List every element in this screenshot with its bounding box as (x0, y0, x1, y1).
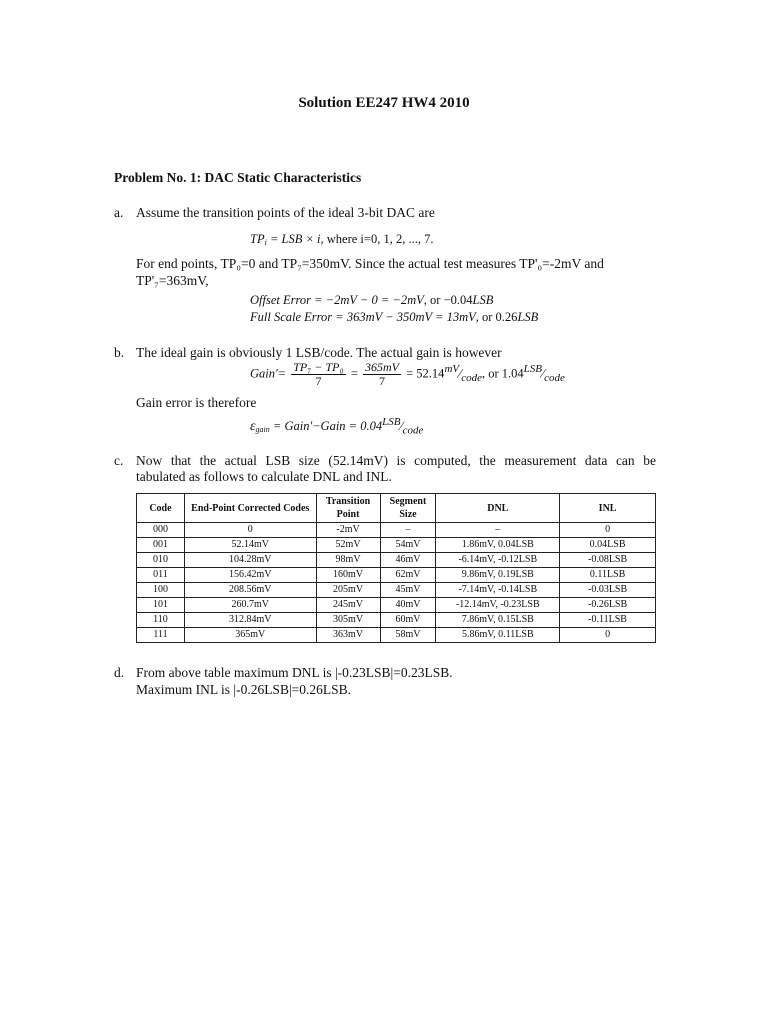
cell: -0.08LSB (560, 553, 656, 568)
cell: 205mV (316, 583, 380, 598)
cell: 5.86mV, 0.11LSB (436, 628, 560, 643)
gain-unit-bottom: code (461, 371, 482, 384)
header-inl: INL (560, 494, 656, 523)
offset-error-unit: LSB (472, 293, 494, 307)
cell: 312.84mV (184, 613, 316, 628)
cell: 101 (137, 598, 185, 613)
tp-rhs: = LSB × i (266, 232, 321, 246)
cell: -0.11LSB (560, 613, 656, 628)
header-endpoint-codes: End-Point Corrected Codes (184, 494, 316, 523)
part-a-marker: a. (114, 205, 124, 220)
cell: – (380, 523, 436, 538)
cell: -2mV (316, 523, 380, 538)
cell: – (436, 523, 560, 538)
gain-fraction-1 (291, 361, 345, 388)
cell: 000 (137, 523, 185, 538)
cell: 363mV (316, 628, 380, 643)
cell: 100 (137, 583, 185, 598)
cell: 0 (560, 523, 656, 538)
cell: 0 (184, 523, 316, 538)
cell: -6.14mV, -0.12LSB (436, 553, 560, 568)
part-a-line1: Assume the transition points of the ideal 3-bit DAC are (136, 205, 435, 220)
gain-lhs: Gain'= (250, 366, 287, 381)
cell: 160mV (316, 568, 380, 583)
cell: 1.86mV, 0.04LSB (436, 538, 560, 553)
cell: 0.04LSB (560, 538, 656, 553)
cell: 98mV (316, 553, 380, 568)
tp-where: , where i=0, 1, 2, ..., 7. (320, 232, 434, 246)
cell: -7.14mV, -0.14LSB (436, 583, 560, 598)
table-header-row (137, 494, 656, 523)
tp-subscript: i (264, 238, 267, 247)
cell: 9.86mV, 0.19LSB (436, 568, 560, 583)
cell: 0.11LSB (560, 568, 656, 583)
fullscale-error-equation (250, 309, 538, 325)
part-a-para-line2: TP'₇=363mV, (136, 273, 209, 288)
gain-fraction-2 (363, 361, 401, 388)
part-c-marker: c. (114, 453, 124, 468)
gain-value: = 52.14 (406, 366, 445, 381)
cell: 365mV (184, 628, 316, 643)
fullscale-error-unit: LSB (517, 310, 539, 324)
fullscale-error-alt: , or 0.26 (475, 310, 518, 324)
cell: 260.7mV (184, 598, 316, 613)
part-c-line1: Now that the actual LSB size (52.14mV) is computed, the measurement data can be (136, 453, 656, 468)
part-a-para-line1: For end points, TP₀=0 and TP₇=350mV. Since the actual test measures TP'₀=-2mV and (136, 256, 604, 271)
table-row (137, 538, 656, 553)
gain-error-unit-top: LSB (382, 416, 401, 428)
cell: -0.03LSB (560, 583, 656, 598)
fullscale-error-expr: Full Scale Error = 363mV − 350mV = 13mV (250, 310, 476, 324)
table-row (137, 568, 656, 583)
table-row (137, 598, 656, 613)
cell: -0.26LSB (560, 598, 656, 613)
cell: 110 (137, 613, 185, 628)
part-b-line2: Gain error is therefore (136, 395, 257, 410)
cell: 245mV (316, 598, 380, 613)
epsilon-subscript: gain (255, 425, 270, 435)
document-title: Solution EE247 HW4 2010 (298, 95, 470, 111)
cell: 010 (137, 553, 185, 568)
part-c-line2: tabulated as follows to calculate DNL and INL. (136, 469, 392, 484)
gain-unit2-top: LSB (523, 363, 542, 376)
cell: 208.56mV (184, 583, 316, 598)
cell: 7.86mV, 0.15LSB (436, 613, 560, 628)
cell: 0 (560, 628, 656, 643)
offset-error-expr: Offset Error = −2mV − 0 = −2mV (250, 293, 424, 307)
cell: 52mV (316, 538, 380, 553)
cell: 46mV (380, 553, 436, 568)
cell: 54mV (380, 538, 436, 553)
cell: 001 (137, 538, 185, 553)
problem-heading: Problem No. 1: DAC Static Characteristics (114, 170, 362, 185)
gain-frac1-den: 7 (315, 374, 322, 388)
cell: 58mV (380, 628, 436, 643)
header-dnl: DNL (436, 494, 560, 523)
gain-error-equation: $\varepsilon_{gain}$ = Gain'−Gain = $0.04^{LSB}⁄_{code}$ (250, 416, 424, 437)
gain-error-expr: = Gain'−Gain = 0.04 (269, 419, 383, 434)
part-d-marker: d. (114, 665, 125, 680)
cell: 40mV (380, 598, 436, 613)
part-d-line2: Maximum INL is |-0.26LSB|=0.26LSB. (136, 682, 352, 697)
cell: 60mV (380, 613, 436, 628)
gain-or: , or 1.04 (481, 366, 524, 381)
header-segment-size: Segment Size (380, 494, 436, 523)
gain-error-unit-bottom: code (402, 424, 424, 437)
part-b-marker: b. (114, 345, 125, 360)
table-row (137, 553, 656, 568)
header-code: Code (137, 494, 185, 523)
tp-symbol: TP (250, 232, 265, 246)
cell: 111 (137, 628, 185, 643)
gain-unit-top: mV (444, 363, 460, 376)
gain-frac1-num: TP₇ − TP₀ (293, 360, 344, 374)
actual-gain-equation: Gain'= $\frac{\text{TP₇ − TP₀}}{7}$ = $\frac{365mV}{7}$ = $52.14^{mV}⁄_{code}$, or $1.04^{LSB}⁄_{code}$ (250, 360, 565, 388)
part-d-line1: From above table maximum DNL is |-0.23LSB|=0.23LSB. (136, 665, 453, 680)
cell: 305mV (316, 613, 380, 628)
dnl-inl-table (136, 493, 656, 643)
cell: 156.42mV (184, 568, 316, 583)
header-transition-point: Transition Point (316, 494, 380, 523)
table-row (137, 523, 656, 538)
gain-frac2-den: 7 (379, 374, 385, 388)
epsilon-symbol: ε (250, 419, 256, 435)
cell: 104.28mV (184, 553, 316, 568)
table-row (137, 583, 656, 598)
table-row (137, 613, 656, 628)
gain-equals: = (350, 366, 358, 381)
table-row (137, 628, 656, 643)
ideal-transition-equation (250, 231, 433, 251)
cell: 52.14mV (184, 538, 316, 553)
cell: 62mV (380, 568, 436, 583)
cell: -12.14mV, -0.23LSB (436, 598, 560, 613)
offset-error-alt: , or −0.04 (423, 293, 473, 307)
offset-error-equation (250, 292, 493, 308)
part-b-line1: The ideal gain is obviously 1 LSB/code. The actual gain is however (136, 345, 502, 360)
gain-frac2-num: 365mV (365, 360, 399, 374)
cell: 011 (137, 568, 185, 583)
cell: 45mV (380, 583, 436, 598)
gain-unit2-bottom: code (544, 371, 565, 384)
